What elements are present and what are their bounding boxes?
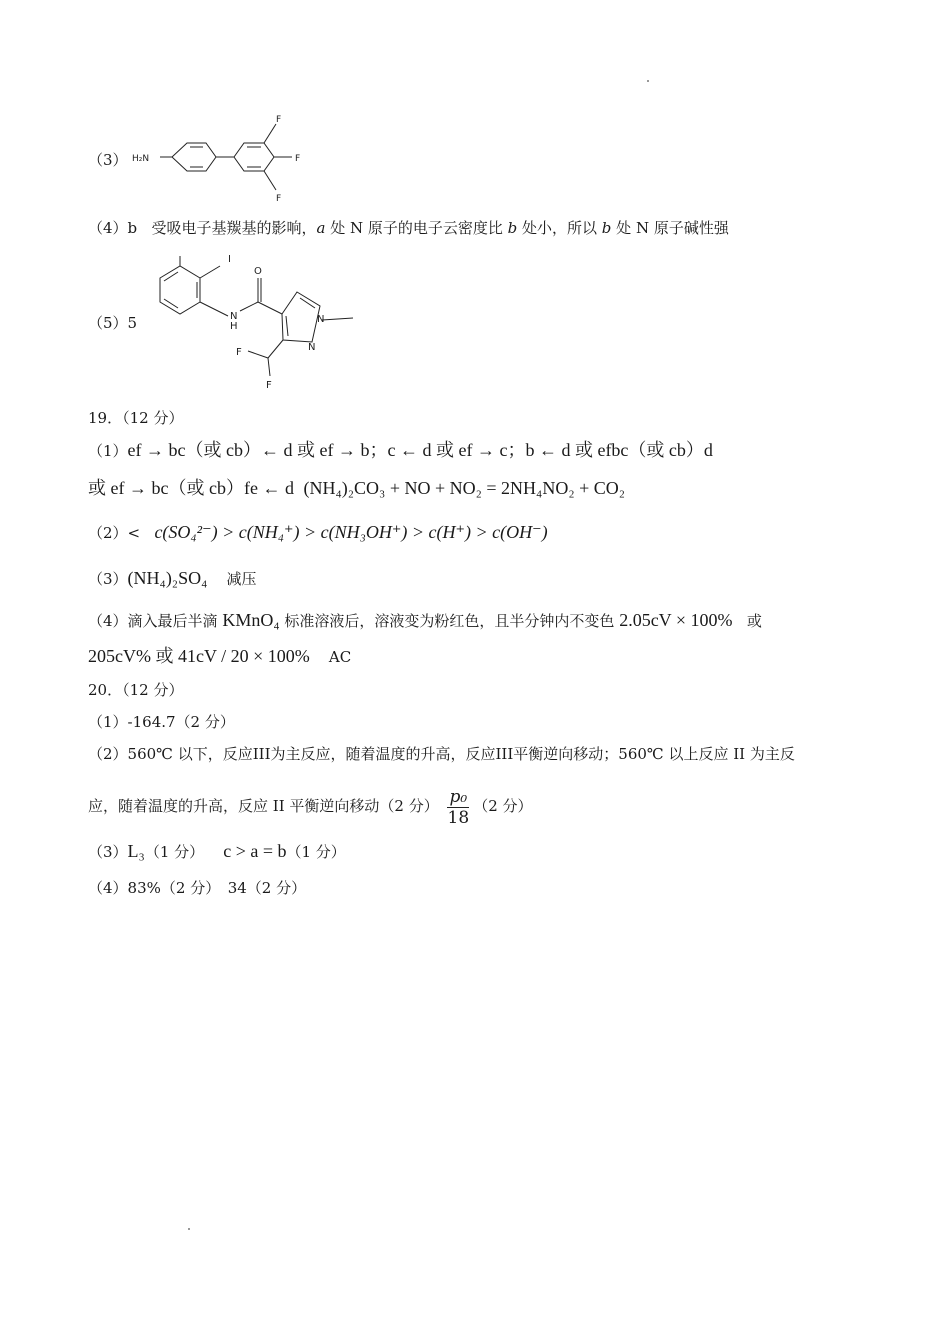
ring-n1-label: N xyxy=(317,314,325,325)
q20-p3 xyxy=(88,841,346,862)
fluorine-label: F xyxy=(266,380,272,391)
q19-p1-line1-text: ef → bc（或 cb）← d 或 ef → b；c ← d 或 ef → c；b ← d 或 efbc（或 cb）d xyxy=(127,440,713,460)
q19-p1-line2 xyxy=(88,478,625,499)
q18-p4-b2: b xyxy=(601,219,612,237)
q20-p3-score1: （1 分） xyxy=(144,843,205,861)
q19-header: 19．（12 分） xyxy=(88,409,184,427)
q19-p4-reagent: KMnO₄ xyxy=(222,610,280,630)
fraction-numerator: p₀ xyxy=(449,786,468,807)
q18-p4-text-c: 处小，所以 xyxy=(517,219,602,237)
q20-p2-label: （2） xyxy=(88,745,128,763)
q18-p4-a: a xyxy=(316,219,326,237)
q20-p2-line1-text: 560℃ 以下，反应III为主反应，随着温度的升高，反应III平衡逆向移动；560℃ 以上反应 II 为主反 xyxy=(127,745,795,763)
fluorine-label: F xyxy=(295,154,301,164)
q20-p3-label: （3） xyxy=(88,843,128,861)
q20-p3-answer1: L₃ xyxy=(127,841,145,861)
biphenyl-amine-structure xyxy=(130,112,330,207)
q18-p4-text-d: 处 N 原子碱性强 xyxy=(611,219,729,237)
q19-p3-formula: (NH₄)₂SO₄ xyxy=(127,568,208,588)
q18-p4-b1: b xyxy=(507,219,518,237)
scan-dot xyxy=(188,1228,190,1230)
fraction-denominator: 18 xyxy=(447,807,470,828)
q19-p4-or: 或 xyxy=(746,612,762,630)
q19-p4-text: 标准溶液后，溶液变为粉红色，且半分钟内不变色 xyxy=(284,612,615,630)
q19-p4-expr1: 2.05cV × 100% xyxy=(619,610,733,630)
q19-p1-line2-text: 或 ef → bc（或 cb）fe ← d xyxy=(88,478,294,498)
q20-p2-line2 xyxy=(88,786,533,828)
q18-p4-text-a: 受吸电子基羰基的影响， xyxy=(151,219,317,237)
nh2-label: H₂N xyxy=(132,154,150,164)
scan-dot xyxy=(647,80,649,82)
q18-p4-label: （4）b xyxy=(88,219,138,237)
q20-p3-score2: （1 分） xyxy=(286,843,346,861)
q19-p4-line2-text: 205cV% 或 41cV / 20 × 100% xyxy=(88,646,310,666)
pyrazole-amide-structure xyxy=(150,248,365,393)
q18-p4-text-b: 处 N 原子的电子云密度比 xyxy=(325,219,508,237)
ring-n2-label: N xyxy=(308,342,316,353)
q19-p4-answer: AC xyxy=(328,648,352,666)
fluorine-label: F xyxy=(276,115,282,125)
q20-p2-line2-text: 应，随着温度的升高，反应 II 平衡逆向移动（2 分） xyxy=(88,797,439,815)
q19-p2 xyxy=(88,522,548,543)
q19-p1-line1 xyxy=(88,440,713,461)
q19-p3-label: （3） xyxy=(88,570,128,588)
q19-p4-line2 xyxy=(88,646,351,667)
iodine-label: I xyxy=(228,254,231,265)
q18-p3-label: （3） xyxy=(88,151,128,169)
q20-header: 20．（12 分） xyxy=(88,681,184,699)
q20-p3-answer2: c > a = b xyxy=(223,841,287,861)
amide-n-label: N xyxy=(230,311,238,322)
q20-p4: （4）83%（2 分） 34（2 分） xyxy=(88,879,307,897)
q19-p4-label: （4）滴入最后半滴 xyxy=(88,612,218,630)
amide-h-label: H xyxy=(230,321,238,332)
q19-p4-line1 xyxy=(88,610,762,631)
q19-p1-equation: (NH₄)₂CO₃ + NO + NO₂ = 2NH₄NO₂ + CO₂ xyxy=(303,478,626,498)
oxygen-label: O xyxy=(254,266,262,277)
fluorine-label: F xyxy=(236,347,242,358)
q19-p2-expression: c(SO₄²⁻) > c(NH₄⁺) > c(NH₃OH⁺) > c(H⁺) > c(OH⁻) xyxy=(154,522,548,542)
q18-p5-label: （5）5 xyxy=(88,314,138,332)
q20-p2-line1 xyxy=(88,744,795,764)
q19-p2-label: （2）< xyxy=(88,524,141,542)
q19-p3 xyxy=(88,568,256,589)
q19-p1-label: （1） xyxy=(88,442,128,460)
q20-p2-score: （2 分） xyxy=(473,797,533,815)
q20-p1: （1）-164.7（2 分） xyxy=(88,713,235,731)
q20-p2-fraction xyxy=(447,787,469,828)
q19-p3-extra: 减压 xyxy=(226,570,257,588)
q18-p4 xyxy=(88,218,729,238)
fluorine-label: F xyxy=(276,194,282,204)
